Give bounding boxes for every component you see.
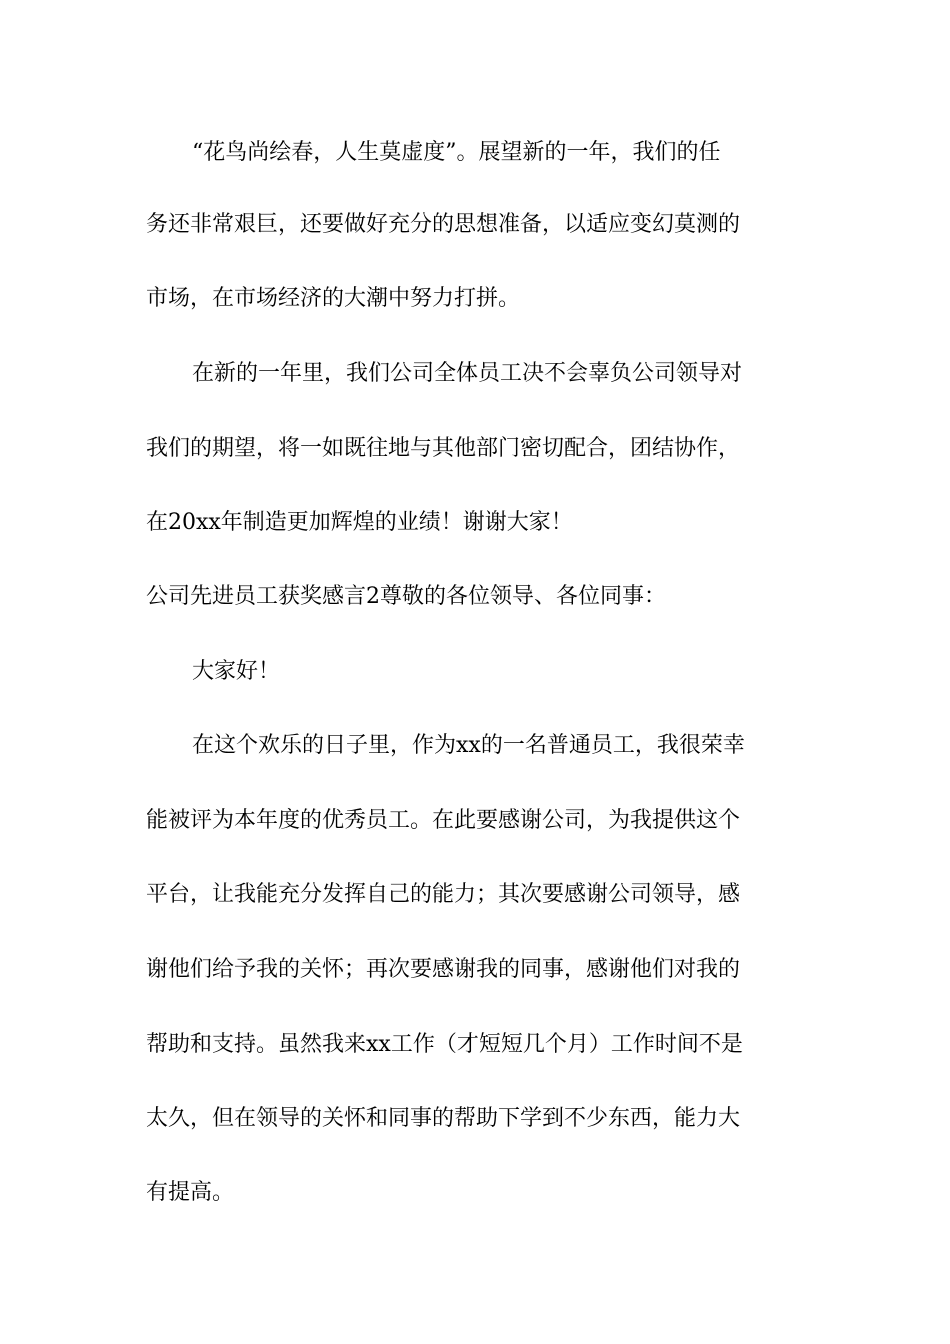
paragraph-3-line-7: 有提高。 xyxy=(146,1180,235,1205)
paragraph-3-line-5: 帮助和支持。虽然我来xx工作（才短短几个月）工作时间不是 xyxy=(146,1032,743,1057)
paragraph-3-line-2: 能被评为本年度的优秀员工。在此要感谢公司，为我提供这个 xyxy=(146,808,741,833)
paragraph-1-line-2: 务还非常艰巨，还要做好充分的思想准备，以适应变幻莫测的 xyxy=(146,212,741,237)
paragraph-1-line-3: 市场，在市场经济的大潮中努力打拼。 xyxy=(146,286,521,311)
paragraph-2-line-2: 我们的期望，将一如既往地与其他部门密切配合，团结协作， xyxy=(146,436,741,461)
paragraph-3-line-4: 谢他们给予我的关怀；再次要感谢我的同事，感谢他们对我的 xyxy=(146,957,741,982)
greeting-line: 大家好！ xyxy=(192,659,281,684)
section-heading-line: 公司先进员工获奖感言2尊敬的各位领导、各位同事： xyxy=(146,584,666,609)
paragraph-3-line-1: 在这个欢乐的日子里，作为xx的一名普通员工，我很荣幸 xyxy=(192,733,745,758)
paragraph-3-line-6: 太久，但在领导的关怀和同事的帮助下学到不少东西，能力大 xyxy=(146,1106,741,1131)
paragraph-2-line-1: 在新的一年里，我们公司全体员工决不会辜负公司领导对 xyxy=(192,361,743,386)
paragraph-3-line-3: 平台，让我能充分发挥自己的能力；其次要感谢公司领导，感 xyxy=(146,882,741,907)
paragraph-1-line-1: “花鸟尚绘春，人生莫虚度”。展望新的一年，我们的任 xyxy=(192,140,721,165)
paragraph-2-line-3: 在20xx年制造更加辉煌的业绩！谢谢大家！ xyxy=(146,510,573,535)
